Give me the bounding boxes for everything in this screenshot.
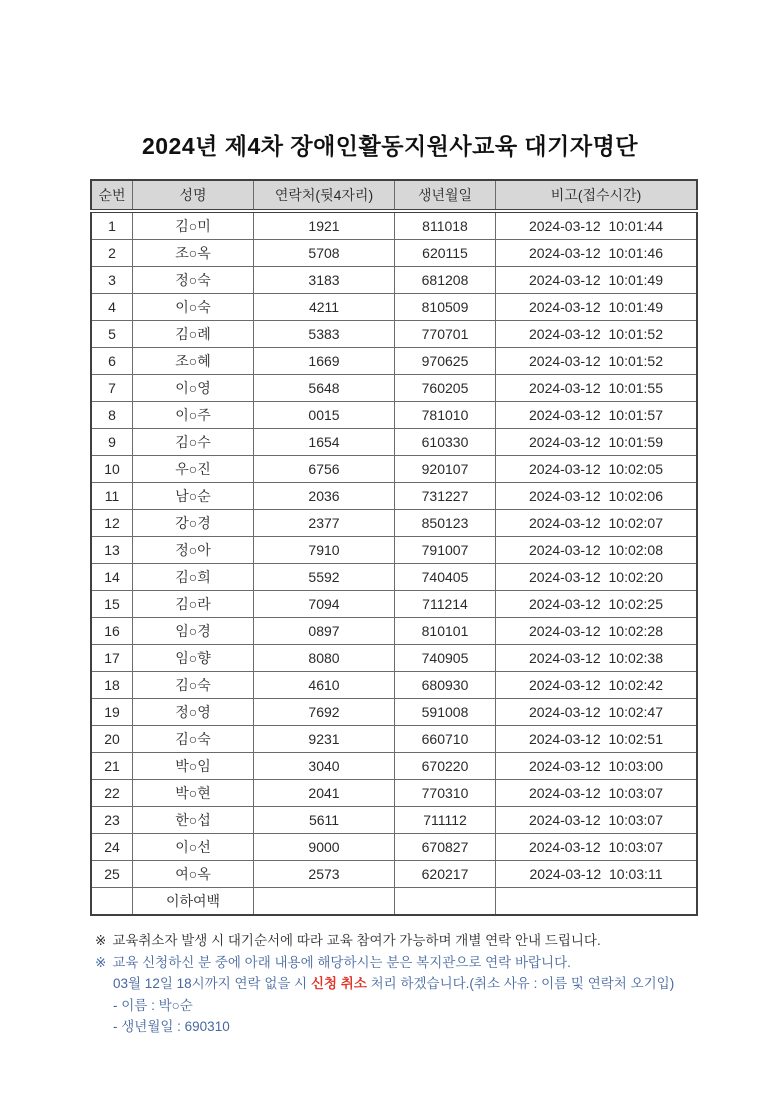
table-row — [91, 618, 697, 645]
cell-contact: 5611 — [254, 807, 395, 834]
table-row — [91, 294, 697, 321]
cell-name: 정○숙 — [133, 267, 254, 294]
cell-no: 20 — [91, 726, 133, 753]
cell-contact: 5383 — [254, 321, 395, 348]
cell-name: 박○임 — [133, 753, 254, 780]
note-line-deadline — [95, 973, 780, 995]
cell-contact: 0897 — [254, 618, 395, 645]
cell-no: 2 — [91, 240, 133, 267]
note-text: 03월 12일 18시까지 연락 없을 시 — [113, 976, 311, 991]
cell-contact: 4211 — [254, 294, 395, 321]
note-line-birth: - 생년월일 : 690310 — [113, 1019, 230, 1034]
header-note: 비고(접수시간) — [496, 180, 698, 211]
cell-birth: 610330 — [395, 429, 496, 456]
cell-name: 김○라 — [133, 591, 254, 618]
cell-note: 2024-03-12 10:01:57 — [496, 402, 698, 429]
cell-no: 3 — [91, 267, 133, 294]
cell-contact: 2041 — [254, 780, 395, 807]
cell-note: 2024-03-12 10:02:07 — [496, 510, 698, 537]
cell-note: 2024-03-12 10:01:49 — [496, 294, 698, 321]
cell-birth — [395, 888, 496, 916]
cell-name: 정○영 — [133, 699, 254, 726]
cell-birth: 620217 — [395, 861, 496, 888]
cell-birth: 810509 — [395, 294, 496, 321]
table-row — [91, 321, 697, 348]
cell-contact: 2036 — [254, 483, 395, 510]
table-row — [91, 267, 697, 294]
cell-no: 5 — [91, 321, 133, 348]
cell-contact: 1669 — [254, 348, 395, 375]
cell-no: 15 — [91, 591, 133, 618]
cell-birth: 711214 — [395, 591, 496, 618]
cell-note: 2024-03-12 10:02:08 — [496, 537, 698, 564]
cell-note: 2024-03-12 10:01:46 — [496, 240, 698, 267]
cell-no — [91, 888, 133, 916]
cell-contact: 5592 — [254, 564, 395, 591]
cell-no: 6 — [91, 348, 133, 375]
cell-no: 10 — [91, 456, 133, 483]
cell-contact: 9000 — [254, 834, 395, 861]
cell-birth: 711112 — [395, 807, 496, 834]
note-line-contact-request — [95, 952, 780, 974]
cell-note: 2024-03-12 10:01:55 — [496, 375, 698, 402]
table-row — [91, 483, 697, 510]
cell-contact: 5708 — [254, 240, 395, 267]
note-line-name: - 이름 : 박○순 — [113, 997, 193, 1013]
table-row — [91, 402, 697, 429]
cell-no: 4 — [91, 294, 133, 321]
cell-no: 7 — [91, 375, 133, 402]
cell-no: 14 — [91, 564, 133, 591]
cell-no: 9 — [91, 429, 133, 456]
cell-birth: 660710 — [395, 726, 496, 753]
table-row — [91, 888, 697, 916]
cell-birth: 670220 — [395, 753, 496, 780]
cell-note: 2024-03-12 10:03:00 — [496, 753, 698, 780]
cell-name: 여○옥 — [133, 861, 254, 888]
note-line-cancel-info — [95, 930, 780, 952]
cell-birth: 591008 — [395, 699, 496, 726]
cell-no: 11 — [91, 483, 133, 510]
cell-name: 박○현 — [133, 780, 254, 807]
cell-name: 이하여백 — [133, 888, 254, 916]
cell-note: 2024-03-12 10:01:52 — [496, 348, 698, 375]
cell-birth: 760205 — [395, 375, 496, 402]
cell-birth: 620115 — [395, 240, 496, 267]
table-row — [91, 240, 697, 267]
cell-no: 23 — [91, 807, 133, 834]
cell-contact: 7094 — [254, 591, 395, 618]
cell-birth: 781010 — [395, 402, 496, 429]
cell-note: 2024-03-12 10:03:07 — [496, 834, 698, 861]
cell-name: 남○순 — [133, 483, 254, 510]
cell-contact: 1654 — [254, 429, 395, 456]
cell-no: 18 — [91, 672, 133, 699]
cell-note: 2024-03-12 10:03:11 — [496, 861, 698, 888]
cell-no: 17 — [91, 645, 133, 672]
cell-contact: 7692 — [254, 699, 395, 726]
note-text: 교육취소자 발생 시 대기순서에 따라 교육 참여가 가능하며 개별 연락 안내 드립니다. — [112, 933, 601, 948]
cell-contact: 1921 — [254, 211, 395, 240]
cell-birth: 731227 — [395, 483, 496, 510]
cell-birth: 791007 — [395, 537, 496, 564]
cell-no: 19 — [91, 699, 133, 726]
table-row — [91, 537, 697, 564]
cell-note: 2024-03-12 10:02:47 — [496, 699, 698, 726]
cell-birth: 850123 — [395, 510, 496, 537]
cell-contact: 9231 — [254, 726, 395, 753]
table-row — [91, 456, 697, 483]
cell-birth: 670827 — [395, 834, 496, 861]
cell-contact: 2377 — [254, 510, 395, 537]
note-text: 교육 신청하신 분 중에 아래 내용에 해당하시는 분은 복지관으로 연락 바랍니다. — [112, 954, 571, 970]
cell-name: 김○희 — [133, 564, 254, 591]
table-row — [91, 861, 697, 888]
cell-no: 13 — [91, 537, 133, 564]
cell-birth: 681208 — [395, 267, 496, 294]
table-row — [91, 699, 697, 726]
cell-contact: 6756 — [254, 456, 395, 483]
cell-contact: 2573 — [254, 861, 395, 888]
cell-name: 조○옥 — [133, 240, 254, 267]
cell-birth: 740405 — [395, 564, 496, 591]
cell-name: 우○진 — [133, 456, 254, 483]
cell-contact: 4610 — [254, 672, 395, 699]
cell-contact: 8080 — [254, 645, 395, 672]
cell-name: 정○아 — [133, 537, 254, 564]
cell-note: 2024-03-12 10:01:44 — [496, 211, 698, 240]
cell-note: 2024-03-12 10:02:25 — [496, 591, 698, 618]
cell-note: 2024-03-12 10:02:38 — [496, 645, 698, 672]
cell-birth: 740905 — [395, 645, 496, 672]
cell-name: 임○경 — [133, 618, 254, 645]
table-row — [91, 348, 697, 375]
table-row — [91, 753, 697, 780]
reference-mark-icon: ※ — [95, 954, 107, 970]
cell-no: 12 — [91, 510, 133, 537]
cell-note: 2024-03-12 10:01:59 — [496, 429, 698, 456]
note-text: 처리 하겠습니다.(취소 사유 : 이름 및 연락처 오기입) — [366, 976, 675, 991]
table-row — [91, 375, 697, 402]
cell-contact — [254, 888, 395, 916]
cell-note: 2024-03-12 10:03:07 — [496, 780, 698, 807]
table-row — [91, 780, 697, 807]
cell-birth: 970625 — [395, 348, 496, 375]
cell-note: 2024-03-12 10:02:20 — [496, 564, 698, 591]
cell-no: 24 — [91, 834, 133, 861]
cell-name: 이○선 — [133, 834, 254, 861]
cell-name: 이○숙 — [133, 294, 254, 321]
cell-no: 1 — [91, 211, 133, 240]
header-birth: 생년월일 — [395, 180, 496, 211]
cell-contact: 3183 — [254, 267, 395, 294]
cell-note: 2024-03-12 10:01:52 — [496, 321, 698, 348]
cell-no: 16 — [91, 618, 133, 645]
table-row — [91, 672, 697, 699]
cell-no: 25 — [91, 861, 133, 888]
cell-contact: 0015 — [254, 402, 395, 429]
page-title: 2024년 제4차 장애인활동지원사교육 대기자명단 — [141, 133, 639, 159]
header-name: 성명 — [133, 180, 254, 211]
table-row — [91, 645, 697, 672]
cell-contact: 5648 — [254, 375, 395, 402]
cell-note: 2024-03-12 10:03:07 — [496, 807, 698, 834]
table-row — [91, 807, 697, 834]
cell-note: 2024-03-12 10:02:28 — [496, 618, 698, 645]
cell-name: 강○경 — [133, 510, 254, 537]
cell-birth: 810101 — [395, 618, 496, 645]
table-row — [91, 429, 697, 456]
cell-name: 김○숙 — [133, 726, 254, 753]
cell-name: 김○례 — [133, 321, 254, 348]
cell-note: 2024-03-12 10:02:05 — [496, 456, 698, 483]
cell-birth: 770701 — [395, 321, 496, 348]
cancel-highlight: 신청 취소 — [310, 976, 367, 991]
table-row — [91, 564, 697, 591]
table-body — [91, 211, 697, 915]
header-no: 순번 — [91, 180, 133, 211]
table-row — [91, 510, 697, 537]
notes-section — [95, 930, 780, 1038]
header-contact: 연락처(뒷4자리) — [254, 180, 395, 211]
cell-name: 한○섭 — [133, 807, 254, 834]
cell-birth: 920107 — [395, 456, 496, 483]
cell-note: 2024-03-12 10:01:49 — [496, 267, 698, 294]
cell-name: 김○숙 — [133, 672, 254, 699]
cell-name: 김○미 — [133, 211, 254, 240]
cell-name: 이○영 — [133, 375, 254, 402]
table-row — [91, 211, 697, 240]
cell-birth: 770310 — [395, 780, 496, 807]
cell-birth: 680930 — [395, 672, 496, 699]
reference-mark-icon: ※ — [95, 933, 107, 948]
cell-no: 21 — [91, 753, 133, 780]
cell-no: 8 — [91, 402, 133, 429]
cell-note — [496, 888, 698, 916]
cell-note: 2024-03-12 10:02:51 — [496, 726, 698, 753]
cell-contact: 7910 — [254, 537, 395, 564]
cell-name: 이○주 — [133, 402, 254, 429]
table-row — [91, 726, 697, 753]
cell-note: 2024-03-12 10:02:06 — [496, 483, 698, 510]
cell-name: 김○수 — [133, 429, 254, 456]
table-row — [91, 834, 697, 861]
table-header-row — [91, 180, 697, 211]
cell-birth: 811018 — [395, 211, 496, 240]
cell-no: 22 — [91, 780, 133, 807]
cell-note: 2024-03-12 10:02:42 — [496, 672, 698, 699]
cell-name: 조○혜 — [133, 348, 254, 375]
cell-name: 임○향 — [133, 645, 254, 672]
waitlist-table — [90, 179, 698, 916]
table-row — [91, 591, 697, 618]
cell-contact: 3040 — [254, 753, 395, 780]
